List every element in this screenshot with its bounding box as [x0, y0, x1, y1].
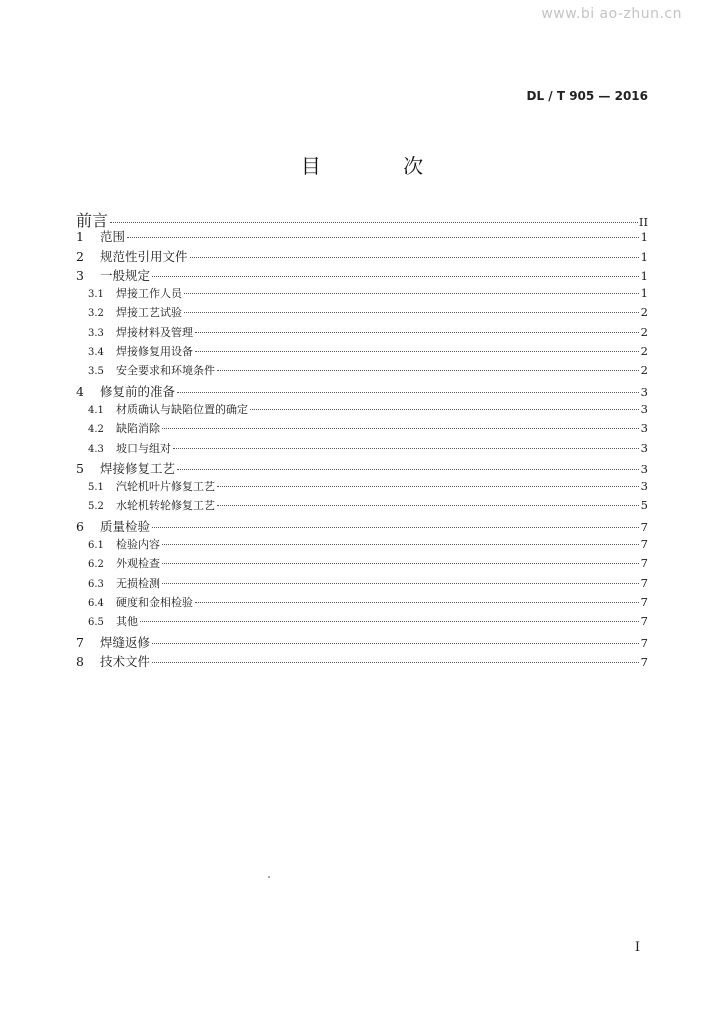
toc-leader-dots: [140, 621, 639, 622]
toc-entry-label: 其他: [116, 615, 138, 629]
toc-entry[interactable]: [76, 420, 648, 439]
table-of-contents: [76, 208, 648, 671]
toc-entry-number: 2: [76, 248, 84, 264]
toc-entry-label: 外观检查: [116, 557, 160, 571]
toc-leader-dots: [162, 544, 639, 545]
toc-entry-number: 4.3: [88, 443, 104, 455]
toc-entry[interactable]: [76, 497, 648, 516]
toc-entry-label: 焊接修复用设备: [116, 345, 193, 359]
toc-leader-dots: [217, 486, 639, 487]
toc-entry-label: 缺陷消除: [116, 422, 160, 436]
toc-entry-page: 1: [640, 286, 648, 301]
toc-entry[interactable]: [76, 613, 648, 632]
toc-entry-page: 2: [640, 344, 648, 359]
toc-entry-page: 5: [640, 498, 648, 513]
toc-entry-label: 焊接工艺试验: [116, 306, 182, 320]
toc-entry[interactable]: [76, 304, 648, 323]
toc-entry-page: II: [638, 215, 648, 229]
toc-entry-label: 前言: [76, 211, 109, 230]
toc-entry-page: 7: [640, 519, 648, 534]
toc-leader-dots: [162, 583, 639, 584]
toc-leader-dots: [195, 332, 639, 333]
toc-entry[interactable]: [76, 382, 648, 401]
toc-entry[interactable]: [76, 401, 648, 420]
toc-entry-label: 技术文件: [100, 653, 151, 669]
toc-leader-dots: [190, 257, 639, 258]
toc-entry-label: 坡口与组对: [116, 441, 171, 455]
toc-entry-label: 焊缝返修: [100, 634, 151, 650]
toc-entry-number: 3.5: [88, 366, 104, 378]
toc-leader-dots: [152, 527, 639, 528]
toc-leader-dots: [152, 276, 639, 277]
toc-entry[interactable]: [76, 208, 648, 230]
toc-leader-dots: [152, 662, 639, 663]
toc-entry-page: 7: [640, 614, 648, 629]
toc-entry-label: 焊接材料及管理: [116, 325, 193, 339]
toc-entry-label: 规范性引用文件: [100, 248, 188, 264]
toc-entry-label: 汽轮机叶片修复工艺: [116, 480, 215, 494]
toc-entry-page: 3: [640, 384, 648, 399]
toc-entry-number: 6: [76, 518, 84, 534]
toc-entry-page: 3: [640, 421, 648, 436]
toc-entry-number: 6.2: [88, 559, 104, 571]
toc-entry-number: 5: [76, 460, 84, 476]
toc-entry-page: 7: [640, 654, 648, 669]
toc-entry-page: 7: [640, 556, 648, 571]
toc-entry-page: 2: [640, 305, 648, 320]
toc-entry[interactable]: [76, 478, 648, 497]
toc-leader-dots: [177, 469, 639, 470]
toc-leader-dots: [195, 602, 639, 603]
toc-entry-page: 7: [640, 635, 648, 650]
toc-entry-page: 3: [640, 440, 648, 455]
toc-entry-number: 3.3: [88, 327, 104, 339]
toc-entry[interactable]: [76, 362, 648, 381]
toc-entry-number: 4.2: [88, 424, 104, 436]
toc-entry-label: 检验内容: [116, 538, 160, 552]
toc-entry-label: 材质确认与缺陷位置的确定: [116, 402, 248, 416]
toc-entry-label: 无损检测: [116, 576, 160, 590]
toc-entry-label: 安全要求和环境条件: [116, 364, 215, 378]
toc-entry-label: 范围: [100, 229, 126, 245]
toc-leader-dots: [184, 293, 639, 294]
toc-entry-number: 4.1: [88, 404, 104, 416]
toc-entry-number: 8: [76, 653, 84, 669]
toc-entry[interactable]: [76, 594, 648, 613]
toc-entry-page: 3: [640, 401, 648, 416]
toc-entry-label: 质量检验: [100, 518, 151, 534]
page-title: 目 次: [300, 154, 462, 178]
watermark: www.bi ao-zhun.cn: [541, 6, 682, 22]
toc-entry[interactable]: [76, 652, 648, 671]
toc-leader-dots: [177, 392, 639, 393]
toc-entry-number: 3.1: [88, 289, 104, 301]
toc-entry[interactable]: [76, 227, 648, 246]
toc-entry-number: 6.4: [88, 597, 104, 609]
toc-entry[interactable]: [76, 517, 648, 536]
toc-entry-label: 硬度和金相检验: [116, 595, 193, 609]
toc-entry-page: 1: [640, 230, 648, 245]
toc-entry-number: 3.2: [88, 308, 104, 320]
scan-speck: [268, 876, 270, 878]
toc-leader-dots: [217, 370, 639, 371]
toc-leader-dots: [162, 428, 639, 429]
toc-entry-number: 5.1: [88, 482, 104, 494]
toc-entry-number: 6.3: [88, 578, 104, 590]
toc-leader-dots: [173, 448, 639, 449]
toc-entry[interactable]: [76, 324, 648, 343]
toc-entry[interactable]: [76, 285, 648, 304]
toc-entry-number: 6.5: [88, 617, 104, 629]
toc-entry-page: 2: [640, 324, 648, 339]
toc-leader-dots: [250, 409, 639, 410]
toc-entry-page: 3: [640, 461, 648, 476]
toc-entry[interactable]: [76, 247, 648, 266]
toc-leader-dots: [127, 237, 639, 238]
toc-entry-page: 3: [640, 479, 648, 494]
toc-entry-number: 3.4: [88, 347, 104, 359]
toc-entry[interactable]: [76, 459, 648, 478]
toc-entry-label: 水轮机转轮修复工艺: [116, 499, 215, 513]
toc-entry-number: 7: [76, 634, 84, 650]
toc-entry[interactable]: [76, 343, 648, 362]
toc-entry-page: 1: [640, 249, 648, 264]
toc-entry-page: 7: [640, 594, 648, 609]
toc-leader-dots: [110, 222, 638, 223]
toc-leader-dots: [152, 643, 639, 644]
toc-leader-dots: [217, 505, 639, 506]
toc-entry[interactable]: [76, 440, 648, 459]
toc-entry-number: 3: [76, 267, 84, 283]
toc-entry-number: 5.2: [88, 501, 104, 513]
toc-entry-label: 焊接工作人员: [116, 287, 182, 301]
toc-entry-label: 焊接修复工艺: [100, 460, 176, 476]
toc-entry-label: 修复前的准备: [100, 383, 176, 399]
toc-entry[interactable]: [76, 633, 648, 652]
toc-entry-number: 4: [76, 383, 84, 399]
toc-entry-page: 7: [640, 537, 648, 552]
toc-entry-number: 6.1: [88, 540, 104, 552]
toc-entry-number: 1: [76, 229, 84, 245]
toc-entry-page: 7: [640, 575, 648, 590]
toc-entry-page: 1: [640, 268, 648, 283]
toc-entry[interactable]: [76, 575, 648, 594]
toc-entry[interactable]: [76, 536, 648, 555]
toc-leader-dots: [162, 563, 639, 564]
toc-leader-dots: [195, 351, 639, 352]
page-number: I: [634, 940, 640, 955]
standard-code: DL / T 905 — 2016: [526, 89, 648, 103]
toc-entry-page: 2: [640, 363, 648, 378]
toc-leader-dots: [184, 312, 639, 313]
toc-entry[interactable]: [76, 555, 648, 574]
toc-entry[interactable]: [76, 266, 648, 285]
toc-entry-label: 一般规定: [100, 267, 151, 283]
